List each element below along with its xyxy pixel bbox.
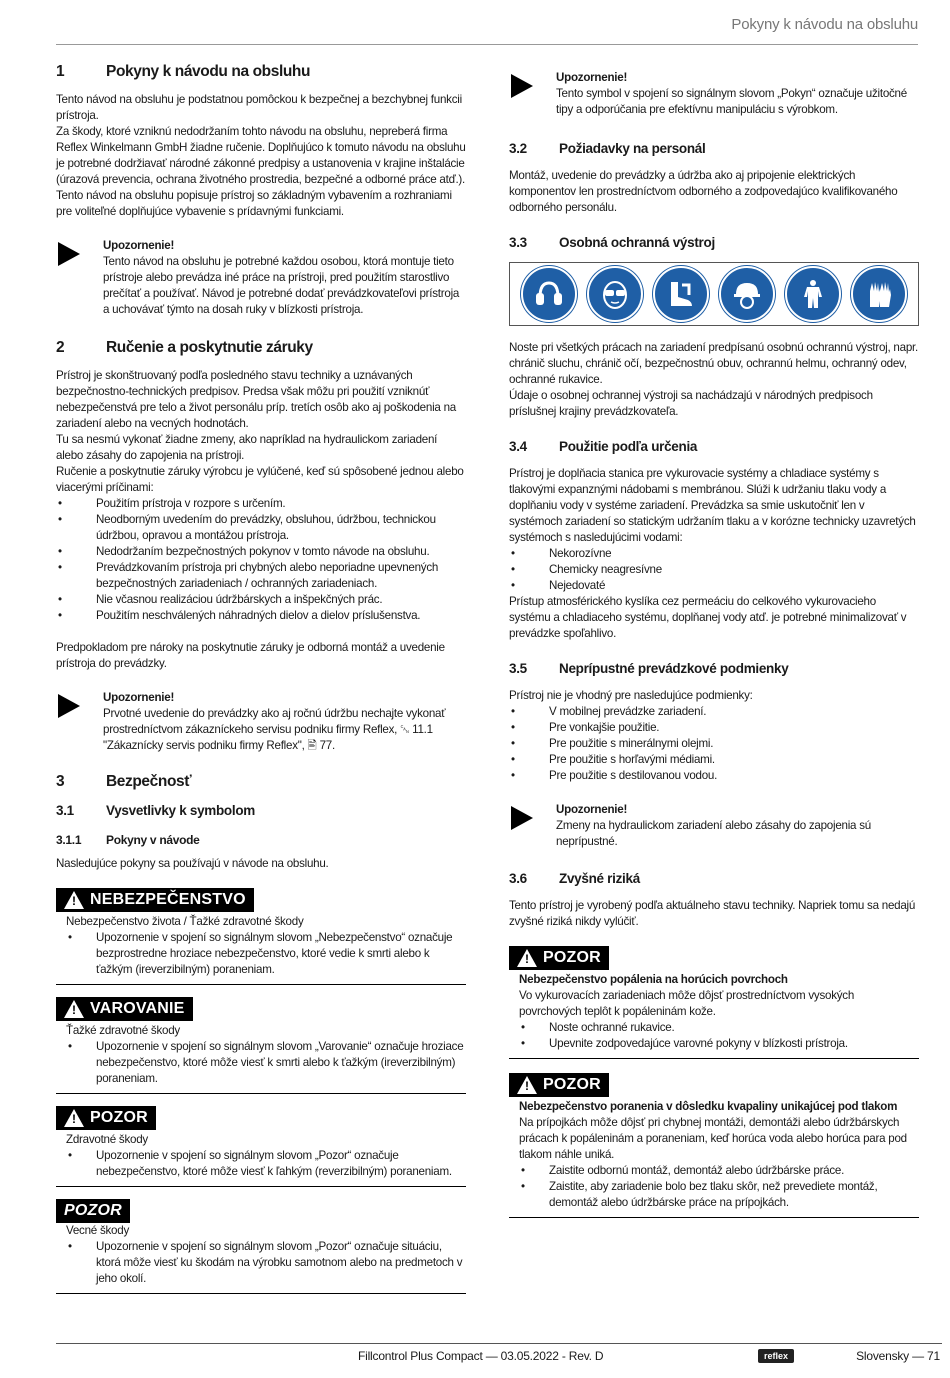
list-item: • Pre použitie s minerálnymi olejmi. xyxy=(509,736,919,752)
paragraph: Tento prístroj je vyrobený podľa aktuálneho stavu techniky. Napriek tomu sa nedajú zvyšné riziká nikdy vylúčiť. xyxy=(509,899,916,928)
hearing-protection-icon xyxy=(521,266,577,322)
notice-text: Tento symbol v spojení so signálnym slovom „Pokyn“ označuje užitočné tipy a odporúčania pre efektívnu manipuláciu s výrobkom. xyxy=(556,87,907,116)
section-3-heading xyxy=(56,772,466,792)
section-3-1-1-heading xyxy=(56,832,466,848)
notice-title: Upozornenie! xyxy=(103,691,175,704)
paragraph: Noste pri všetkých prácach na zariadení predpísanú osobnú ochrannú výstroj, napr. chránič sluchu, chránič očí, bezpečnostnú obuv, ochrannú helmu, ochranný odev, ochranné rukavice. xyxy=(509,341,918,386)
warning-subtitle: Vecné škody xyxy=(66,1224,129,1237)
footer-language-page: Slovensky — 71 xyxy=(856,1349,940,1363)
notice-box xyxy=(509,70,919,118)
paragraph: Predpokladom pre nároky na poskytnutie záruky je odborná montáž a uvedenie prístroja do prevádzky. xyxy=(56,641,445,670)
paragraph: Prístroj je doplňacia stanica pre vykurovacie systémy a chladiace systémy s tlakovými expanznými nádobami s membránou. Slúži k udržaniu tlaku vody a doplňaniu vody v systéme zariadení. Prevádzka sa smie uskutočniť len v systémoch zariadení so statickým udržaním tlaku a v korózne technicky uzavretých systémoch s nasledujúcimi vodami: xyxy=(509,467,916,544)
bullet-list xyxy=(56,496,466,624)
paragraph: Ručenie a poskytnutie záruky výrobcu je vylúčené, keď sú spôsobené jednou alebo viacerými príčinami: xyxy=(56,465,464,494)
list-item: • Upozornenie v spojení so signálnym slovom „Nebezpečenstvo“ označuje bezprostredne hroziace nebezpečenstvo, ktoré vedie k smrti alebo k ťažkým (ireverzibilným) poraneniam. xyxy=(66,930,466,978)
warning-subtitle: Nebezpečenstvo života / Ťažké zdravotné škody xyxy=(66,915,304,928)
warning-warning xyxy=(56,997,466,1094)
notice-text: Tento návod na obsluhu je potrebné každou osobou, ktorá montuje tieto prístroje alebo prevádza iné práce na prístroji, pred použitím starostlivo prečítať a používať. Návod je potrebné dodať prevádzkovateľovi prístroja a uchovávať týmto na dosah ruky v blízkosti prístroja. xyxy=(103,255,460,316)
paragraph: Tento návod na obsluhu je podstatnou pomôckou k bezpečnej a bezchybnej funkcii prístroja. xyxy=(56,93,462,122)
warning-triangle-icon xyxy=(517,949,537,967)
section-title: Zvyšné riziká xyxy=(559,871,640,886)
notice-box xyxy=(509,802,919,850)
section-title: Vysvetlivky k symbolom xyxy=(106,803,255,818)
warning-caution xyxy=(56,1106,466,1187)
reflex-logo: reflex xyxy=(758,1349,794,1363)
warning-danger xyxy=(56,888,466,985)
warning-subtitle: Ťažké zdravotné škody xyxy=(66,1024,180,1037)
header-divider xyxy=(56,44,918,45)
protective-gloves-icon xyxy=(851,266,907,322)
section-number: 1 xyxy=(56,63,65,80)
notice-arrow-icon xyxy=(58,694,80,718)
section-title: Osobná ochranná výstroj xyxy=(559,235,715,250)
list-item: • Zaistite odbornú montáž, demontáž alebo údržbárske práce. xyxy=(519,1163,919,1179)
warning-pressure xyxy=(509,1073,919,1218)
warning-triangle-icon xyxy=(517,1076,537,1094)
list-item: • Prevádzkovaním prístroja pri chybných alebo neporiadne upevnených bezpečnostných zariadeniach / ochranných zariadeniach. xyxy=(56,560,466,592)
paragraph: Za škody, ktoré vzniknú nedodržaním tohto návodu na obsluhu, nepreberá firma Reflex Winkelmann GmbH žiadne ručenie. Doplňujúco k tomuto návodu na obsluhu je potrebné dodržiavať národné zákonné predpisy a ustanovenia v krajine inštalácie (úrazová prevencia, ochrana životného prostredia, bezpečné a odborné práce atď.). xyxy=(56,125,466,186)
paragraph: Prístroj nie je vhodný pre nasledujúce podmienky: xyxy=(509,689,753,702)
left-column xyxy=(56,58,466,1294)
list-item: • Upozornenie v spojení so signálnym slovom „Varovanie“ označuje hroziace nebezpečenstvo, ktoré môže viesť k smrti alebo k ťažkým (ireverzibilným) poraneniam. xyxy=(66,1039,466,1087)
section-3-5-heading xyxy=(509,660,919,678)
list-item: • Upozornenie v spojení so signálnym slovom „Pozor“ označuje situáciu, ktorá môže viesť ku škodám na výrobku samotnom alebo na predmetoch v jeho okolí. xyxy=(66,1239,466,1287)
warning-subtitle: Nebezpečenstvo popálenia na horúcich povrchoch xyxy=(519,973,788,986)
warning-subtitle: Zdravotné škody xyxy=(66,1133,148,1146)
signal-word-badge: ! NEBEZPEČENSTVO xyxy=(56,888,254,912)
notice-arrow-icon xyxy=(511,74,533,98)
notice-box xyxy=(56,238,466,318)
notice-title: Upozornenie! xyxy=(556,71,628,84)
paragraph: Údaje o osobnej ochrannej výstroji sa nachádzajú v národných predpisoch príslušnej krajiny prevádzkovateľa. xyxy=(509,389,873,418)
section-title: Neprípustné prevádzkové podmienky xyxy=(559,661,789,676)
list-item: • Pre vonkajšie použitie. xyxy=(509,720,919,736)
list-item: • Noste ochranné rukavice. xyxy=(519,1020,919,1036)
list-item: • Použitím prístroja v rozpore s určením. xyxy=(56,496,466,512)
section-number: 3.1 xyxy=(56,803,74,818)
list-item: • Chemicky neagresívne xyxy=(509,562,919,578)
list-item: • Pre použitie s destilovanou vodou. xyxy=(509,768,919,784)
section-title: Požiadavky na personál xyxy=(559,141,706,156)
safety-boots-icon xyxy=(653,266,709,322)
warning-triangle-icon xyxy=(64,891,84,909)
section-number: 3 xyxy=(56,773,65,790)
paragraph: Nasledujúce pokyny sa používajú v návode na obsluhu. xyxy=(56,857,329,870)
paragraph: Tento návod na obsluhu popisuje prístroj so základným vybavením a rozhraniami pre voliteľné doplňujúce vybavenie s prídavnými funkciami. xyxy=(56,189,452,218)
warning-notice xyxy=(56,1199,466,1294)
section-number: 2 xyxy=(56,339,65,356)
list-item: • Upevnite zodpovedajúce varovné pokyny v blízkosti prístroja. xyxy=(519,1036,919,1052)
section-number: 3.3 xyxy=(509,235,527,250)
safety-helmet-icon xyxy=(719,266,775,322)
protective-clothing-icon xyxy=(785,266,841,322)
page-header-title: Pokyny k návodu na obsluhu xyxy=(731,16,918,33)
notice-title: Upozornenie! xyxy=(556,803,628,816)
warning-text: Vo vykurovacích zariadeniach môže dôjsť prostredníctvom vysokých povrchových teplôt k popáleninám kože. xyxy=(519,989,855,1018)
list-item: • Nedodržaním bezpečnostných pokynov v tomto návode na obsluhu. xyxy=(56,544,466,560)
section-3-4-heading xyxy=(509,438,919,456)
notice-text: Prvotné uvedenie do prevádzky ako aj ročnú údržbu nechajte vykonať prostredníctvom zákazníckeho servisu podniku firmy Reflex, ␘ 11.1 "Zákaznícky servis podniku firmy Reflex", 🖹 77. xyxy=(103,707,446,752)
list-item: • Nekorozívne xyxy=(509,546,919,562)
warning-triangle-icon xyxy=(64,1000,84,1018)
section-3-6-heading xyxy=(509,870,919,888)
ppe-icon-strip xyxy=(509,262,919,326)
safety-glasses-icon xyxy=(587,266,643,322)
warning-triangle-icon xyxy=(64,1109,84,1127)
section-3-2-heading xyxy=(509,140,919,158)
list-item: • Zaistite, aby zariadenie bolo bez tlaku skôr, než prevediete montáž, demontáž alebo údržbárske práce na prípojkách. xyxy=(519,1179,919,1211)
list-item: • V mobilnej prevádzke zariadení. xyxy=(509,704,919,720)
section-number: 3.1.1 xyxy=(56,833,82,847)
section-title: Bezpečnosť xyxy=(106,773,192,790)
paragraph: Tu sa nesmú vykonať žiadne zmeny, ako napríklad na hydraulickom zariadení alebo zásahy do zapojenia na prístroji. xyxy=(56,433,438,462)
warning-burn xyxy=(509,946,919,1059)
notice-title: Upozornenie! xyxy=(103,239,175,252)
section-1-heading xyxy=(56,62,466,82)
warning-subtitle: Nebezpečenstvo poranenia v dôsledku kvapaliny unikajúcej pod tlakom xyxy=(519,1100,898,1113)
signal-word-badge: ! POZOR xyxy=(56,1106,156,1130)
footer-divider xyxy=(56,1343,942,1344)
list-item: • Nejedovaté xyxy=(509,578,919,594)
notice-text: Zmeny na hydraulickom zariadení alebo zásahy do zapojenia sú neprípustné. xyxy=(556,819,871,848)
warning-text: Na prípojkách môže dôjsť pri chybnej montáži, demontáži alebo údržbárskych prácach k popáleninám a poraneniam, keď horúca voda alebo horúca para pod tlakom náhle uniká. xyxy=(519,1116,907,1161)
notice-arrow-icon xyxy=(58,242,80,266)
section-2-heading xyxy=(56,338,466,358)
paragraph: Montáž, uvedenie do prevádzky a údržba ako aj pripojenie elektrických komponentov len prostredníctvom odborného a zodpovedajúco kvalifikovaného odborného personálu. xyxy=(509,169,898,214)
section-number: 3.6 xyxy=(509,871,527,886)
section-number: 3.5 xyxy=(509,661,527,676)
section-title: Pokyny v návode xyxy=(106,833,200,847)
signal-word-badge: ! VAROVANIE xyxy=(56,997,193,1021)
list-item: • Použitím neschválených náhradných dielov a dielov príslušenstva. xyxy=(56,608,466,624)
bullet-list xyxy=(509,546,919,594)
section-3-3-heading xyxy=(509,234,919,252)
section-3-1-heading xyxy=(56,802,466,820)
section-title: Pokyny k návodu na obsluhu xyxy=(106,63,311,80)
list-item: • Nie včasnou realizáciou údržbárskych a inšpekčných prác. xyxy=(56,592,466,608)
signal-word-badge: ! POZOR xyxy=(509,946,609,970)
paragraph: Prístup atmosférického kyslíka cez permeáciu do celkového vykurovacieho systému a chladiaceho systému, doplňanej vody atď. je potrebné minimalizovať v prevádzke spoľahlivo. xyxy=(509,595,907,640)
list-item: • Upozornenie v spojení so signálnym slovom „Pozor“ označuje nebezpečenstvo, ktoré môže viesť k ľahkým (reverzibilným) poraneniam. xyxy=(66,1148,466,1180)
section-number: 3.2 xyxy=(509,141,527,156)
right-column xyxy=(509,58,919,1218)
notice-box xyxy=(56,690,466,754)
signal-word-badge: ! POZOR xyxy=(509,1073,609,1097)
list-item: • Pre použitie s horľavými médiami. xyxy=(509,752,919,768)
notice-arrow-icon xyxy=(511,806,533,830)
list-item: • Neodborným uvedením do prevádzky, obsluhou, údržbou, technickou údržbou, opravou a montážou prístroja. xyxy=(56,512,466,544)
footer-document-title: Fillcontrol Plus Compact — 03.05.2022 - Rev. D xyxy=(358,1349,604,1363)
section-title: Použitie podľa určenia xyxy=(559,439,698,454)
section-number: 3.4 xyxy=(509,439,527,454)
bullet-list xyxy=(509,704,919,784)
signal-word-badge: POZOR xyxy=(56,1199,130,1223)
section-title: Ručenie a poskytnutie záruky xyxy=(106,339,313,356)
paragraph: Prístroj je skonštruovaný podľa posledného stavu techniky a uznávaných bezpečnostno-technických predpisov. Predsa však môžu pri použití vzniknúť nebezpečenstvá pre telo a život personálu príp. tretích osôb ako aj poškodenia na zariadení alebo na vecných hodnotách. xyxy=(56,369,456,430)
